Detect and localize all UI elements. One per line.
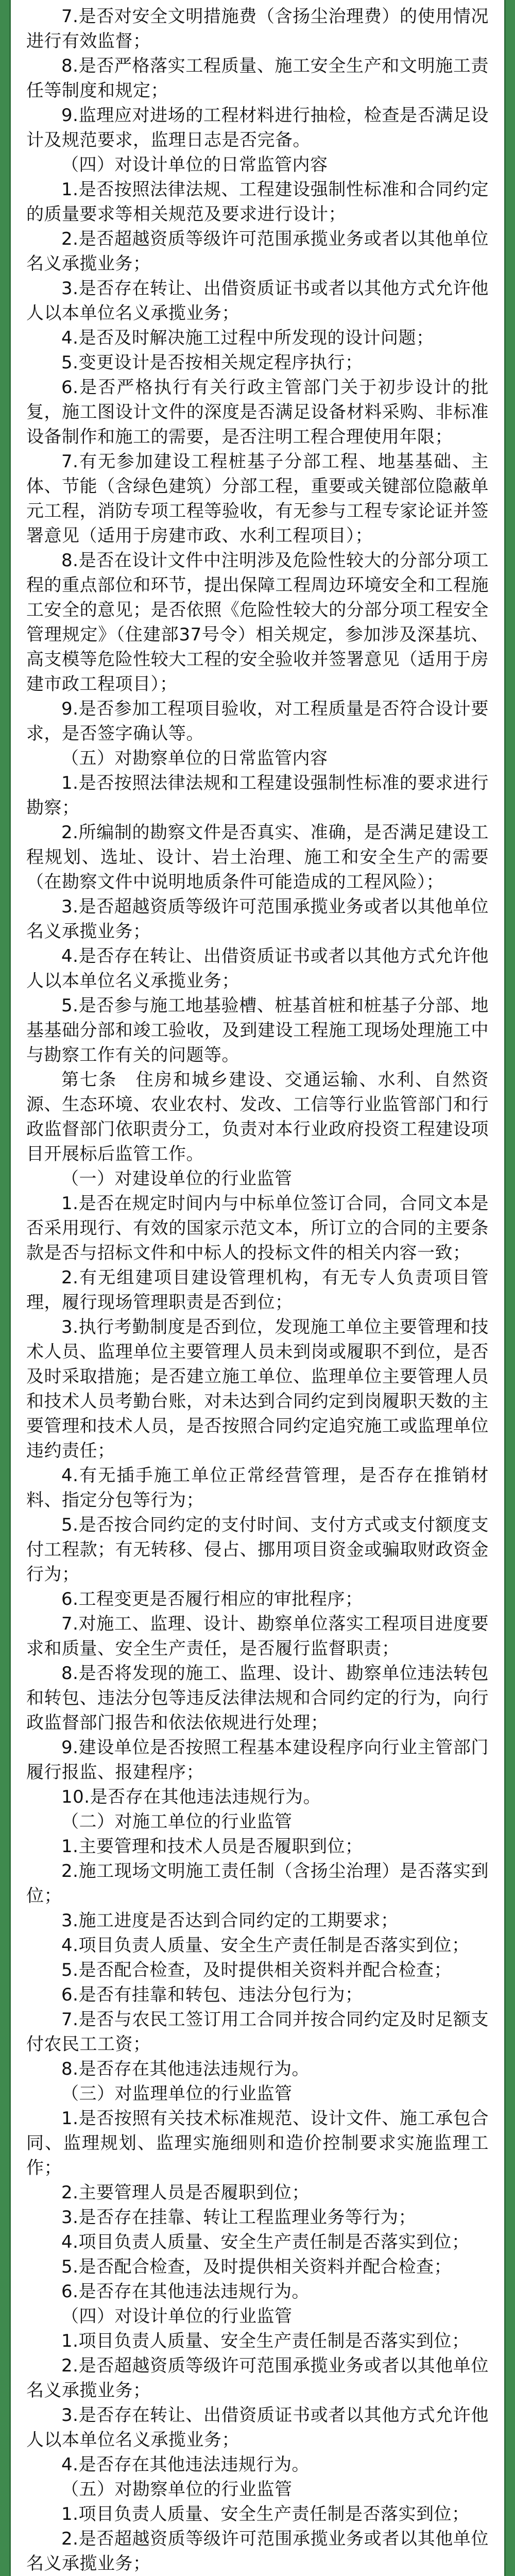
paragraph: 9.是否参加工程项目验收，对工程质量是否符合设计要求，是否签字确认等。 <box>26 699 489 744</box>
paragraph: 8.是否将发现的施工、监理、设计、勘察单位违法转包和转包、违法分包等违反法律法规和合同约定的行为，向行政监督部门报告和依法依规进行处理； <box>26 1663 489 1733</box>
paragraph: （一）对建设单位的行业监管 <box>61 1168 293 1189</box>
paragraph: 4.项目负责人质量、安全生产责任制是否落实到位； <box>61 1935 470 1956</box>
paragraph: 5.是否配合检查，及时提供相关资料并配合检查； <box>61 1960 452 1980</box>
paragraph: 3.是否存在挂靠、转让工程监理业务等行为； <box>61 2207 416 2228</box>
paragraph: 3.执行考勤制度是否到位，发现施工单位主要管理和技术人员、监理单位主要管理人员未到岗或履职不到位，是否及时采取措施；是否建立施工单位、监理单位主要管理人员和技术人员考勤台账，对未达到合同约定到岗履职天数的主要管理和技术人员，是否按照合同约定追究施工或监理单位违约责任； <box>26 1317 489 1461</box>
paragraph: 2.所编制的勘察文件是否真实、准确，是否满足建设工程规划、选址、设计、岩土治理、施工和安全生产的需要（在勘察文件中说明地质条件可能造成的工程风险）； <box>26 822 489 892</box>
paragraph: 5.是否配合检查，及时提供相关资料并配合检查； <box>61 2257 452 2277</box>
paragraph: 3.是否存在转让、出借资质证书或者以其他方式允许他人以本单位名义承揽业务； <box>26 2405 489 2450</box>
paragraph: 2.是否超越资质等级许可范围承揽业务或者以其他单位名义承揽业务； <box>26 2355 489 2401</box>
paragraph: 2.有无组建项目建设管理机构，有无专人负责项目管理，履行现场管理职责是否到位； <box>26 1267 489 1313</box>
paragraph: 1.是否在规定时间内与中标单位签订合同，合同文本是否采用现行、有效的国家示范文本，所订立的合同的主要条款是否与招标文件和中标人的投标文件的相关内容一致； <box>26 1193 489 1263</box>
paragraph: 7.是否与农民工签订用工合同并按合同约定及时足额支付农民工工资； <box>26 2009 489 2055</box>
paragraph: 2.主要管理人员是否履职到位； <box>61 2182 310 2203</box>
paragraph: 6.工程变更是否履行相应的审批程序； <box>61 1589 363 1609</box>
paragraph: 3.是否超越资质等级许可范围承揽业务或者以其他单位名义承揽业务； <box>26 896 489 942</box>
paragraph: 7.有无参加建设工程桩基子分部工程、地基基础、主体、节能（含绿色建筑）分部工程，重要或关键部位隐蔽单元工程，消防专项工程等验收，有无参与工程专家论证并签署意见（适用于房建市政、水利工程项目）； <box>26 451 489 546</box>
paragraph: 5.是否按合同约定的支付时间、支付方式或支付额度支付工程款；有无转移、侵占、挪用项目资金或骗取财政资金行为； <box>26 1515 489 1585</box>
paragraph: 10.是否存在其他违法违规行为。 <box>61 1787 321 1807</box>
paragraph: 8.是否严格落实工程质量、施工安全生产和文明施工责任等制度和规定； <box>26 56 489 101</box>
paragraph: 8.是否存在其他违法违规行为。 <box>61 2059 310 2079</box>
paragraph: 2.是否超越资质等级许可范围承揽业务或者以其他单位名义承揽业务； <box>26 2529 489 2574</box>
paragraph: 1.主要管理和技术人员是否履职到位； <box>61 1836 363 1857</box>
paragraph: 4.是否存在其他违法违规行为。 <box>61 2454 310 2475</box>
paragraph: 4.项目负责人质量、安全生产责任制是否落实到位； <box>61 2232 470 2252</box>
paragraph: （五）对勘察单位的行业监管 <box>61 2479 293 2500</box>
paragraph: 第七条 住房和城乡建设、交通运输、水利、自然资源、生态环境、农业农村、发改、工信等行业监管部门和行政监督部门依职责分工，负责对本行业政府投资工程建设项目开展标后监管工作。 <box>26 1070 489 1164</box>
paragraph: 3.是否存在转让、出借资质证书或者以其他方式允许他人以本单位名义承揽业务； <box>26 278 489 324</box>
paragraph: 1.项目负责人质量、安全生产责任制是否落实到位； <box>61 2504 470 2524</box>
paragraph: 1.是否按照法律法规、工程建设强制性标准和合同约定的质量要求等相关规范及要求进行设计； <box>26 179 489 225</box>
paragraph: 4.是否存在转让、出借资质证书或者以其他方式允许他人以本单位名义承揽业务； <box>26 946 489 991</box>
paragraph: 5.变更设计是否按相关规定程序执行； <box>61 352 363 373</box>
paragraph: 7.是否对安全文明措施费（含扬尘治理费）的使用情况进行有效监督； <box>26 6 489 52</box>
paragraph: 1.是否按照有关技术标准规范、设计文件、施工承包合同、监理规划、监理实施细则和造价控制要求实施监理工作； <box>26 2108 489 2178</box>
paragraph: 6.是否有挂靠和转包、违法分包行为； <box>61 1985 363 2005</box>
paragraph: （三）对监理单位的行业监管 <box>61 2083 293 2104</box>
paragraph: （四）对设计单位的行业监管 <box>61 2306 293 2327</box>
paragraph: （四）对设计单位的日常监管内容 <box>61 155 328 175</box>
paragraph: 2.是否超越资质等级许可范围承揽业务或者以其他单位名义承揽业务； <box>26 229 489 274</box>
paragraph: 6.是否严格执行有关行政主管部门关于初步设计的批复，施工图设计文件的深度是否满足设备材料采购、非标准设备制作和施工的需要，是否注明工程合理使用年限； <box>26 377 489 447</box>
paragraph: 3.施工进度是否达到合同约定的工期要求； <box>61 1910 399 1931</box>
paragraph: 1.是否按照法律法规和工程建设强制性标准的要求进行勘察； <box>26 773 489 818</box>
document-body <box>11 0 504 2576</box>
paragraph: （五）对勘察单位的日常监管内容 <box>61 748 328 769</box>
paragraph: 6.是否存在其他违法违规行为。 <box>61 2281 310 2302</box>
paragraph: 7.对施工、监理、设计、勘察单位落实工程项目进度要求和质量、安全生产责任，是否履行监督职责； <box>26 1614 489 1659</box>
document-frame <box>9 0 506 2576</box>
paragraph: 5.是否参与施工地基验槽、桩基首桩和桩基子分部、地基基础分部和竣工验收，及到建设工程施工现场处理施工中与勘察工作有关的问题等。 <box>26 995 489 1065</box>
paragraph: 1.项目负责人质量、安全生产责任制是否落实到位； <box>61 2331 470 2351</box>
paragraph: 2.施工现场文明施工责任制（含扬尘治理）是否落实到位； <box>26 1861 489 1906</box>
paragraph: 4.是否及时解决施工过程中所发现的设计问题； <box>61 328 434 348</box>
paragraph: 4.有无插手施工单位正常经营管理，是否存在推销材料、指定分包等行为； <box>26 1465 489 1511</box>
paragraph: 9.监理应对进场的工程材料进行抽检，检查是否满足设计及规范要求，监理日志是否完备。 <box>26 105 489 150</box>
paragraph: 9.建设单位是否按照工程基本建设程序向行业主管部门履行报监、报建程序； <box>26 1737 489 1783</box>
paragraph: （二）对施工单位的行业监管 <box>61 1811 293 1832</box>
paragraph: 8.是否在设计文件中注明涉及危险性较大的分部分项工程的重点部位和环节，提出保障工程周边环境安全和工程施工安全的意见；是否依照《危险性较大的分部分项工程安全管理规定》（住建部37号令）相关规定，参加涉及深基坑、高支模等危险性较大工程的安全验收并签署意见（适用于房建市政工程项目）； <box>26 550 489 694</box>
